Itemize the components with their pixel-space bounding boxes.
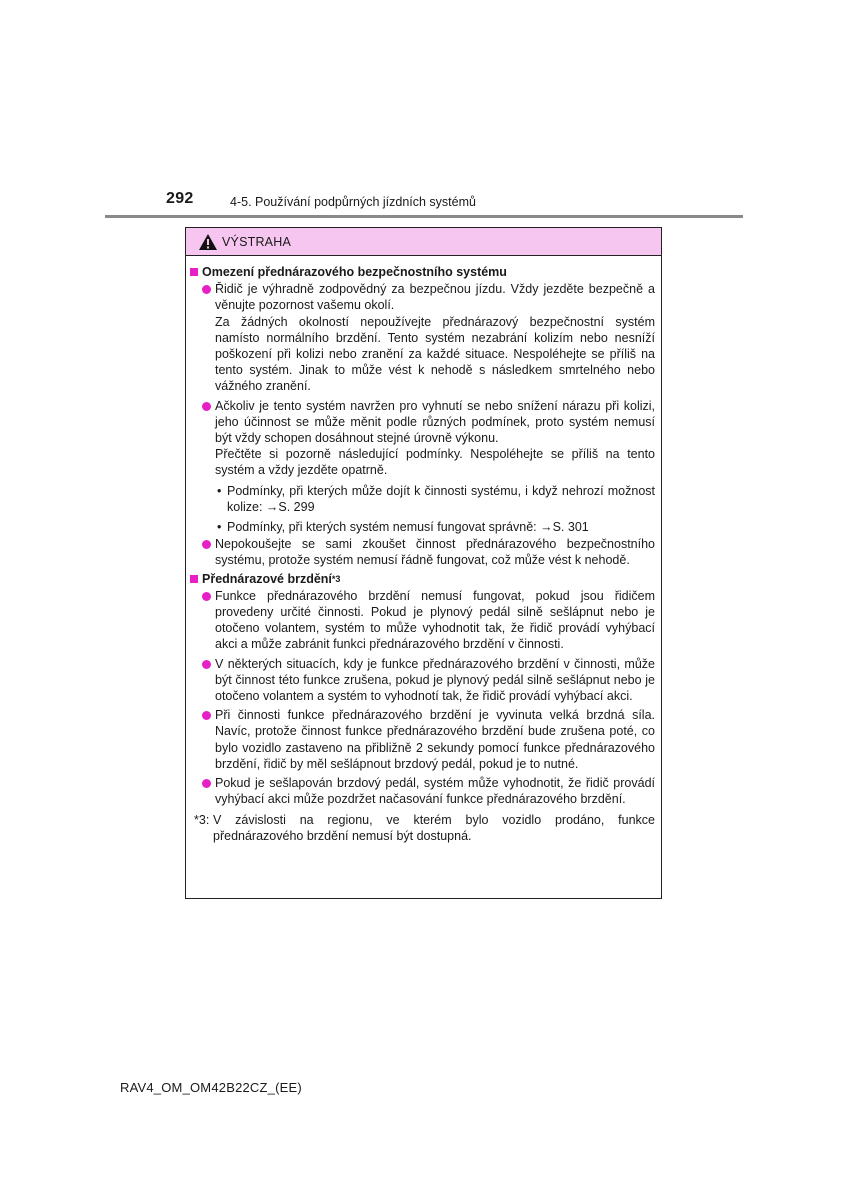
paragraph: Funkce přednárazového brzdění nemusí fungovat, pokud jsou řidičem provedeny určité činnosti. Pokud je plynový pedál silně sešlápnut nebo je otočeno volantem, systém to může vyhodnotit tak, že řidič provádí vyhýbací akci a může zabránit funkci přednárazového brzdění v činnosti. xyxy=(215,588,655,652)
small-bullet-icon: • xyxy=(217,520,222,535)
warning-triangle-icon xyxy=(198,233,218,251)
page-number: 292 xyxy=(166,190,194,207)
list-item xyxy=(190,707,655,772)
footnote-mark-text: *3 xyxy=(194,812,206,827)
list-item xyxy=(190,656,655,705)
warning-title: VÝSTRAHA xyxy=(222,234,291,249)
warning-body xyxy=(186,256,661,844)
section-heading-text: Omezení přednárazového bezpečnostního systému xyxy=(202,265,507,279)
paragraph: Řidič je výhradně zodpovědný za bezpečnou jízdu. Vždy jezděte bezpečně a věnujte pozornost vašemu okolí. xyxy=(215,282,655,313)
bullet-dot-icon xyxy=(202,592,211,601)
section-heading xyxy=(190,264,655,280)
footnote-reference: *3 xyxy=(331,573,341,584)
list-item xyxy=(190,588,655,653)
paragraph: V některých situacích, kdy je funkce přednárazového brzdění v činnosti, může být činnost této funkce zrušena, pokud je plynový pedál silně sešlápnut nebo je otočeno volantem a systém to vyhodnotí tak, že řidič provádí vyhýbací akci. xyxy=(215,656,655,704)
sub-list-item xyxy=(190,519,655,535)
paragraph: Pokud je sešlapován brzdový pedál, systém může vyhodnotit, že řidič provádí vyhýbací akci může pozdržet načasování funkce přednárazového brzdění. xyxy=(215,776,655,807)
warning-header xyxy=(186,228,661,256)
bullet-dot-icon xyxy=(202,660,211,669)
paragraph: Nepokoušejte se sami zkoušet činnost přednárazového bezpečnostního systému, protože systém nemusí řádně fungovat, což může vést k nehodě. xyxy=(215,537,655,568)
sub-item-text: Podmínky, při kterých může dojít k činnosti systému, i když nehrozí možnost kolize: →S. 299 xyxy=(227,483,655,514)
bullet-dot-icon xyxy=(202,285,211,294)
footnote-mark: *3: xyxy=(194,812,210,827)
footnote xyxy=(190,812,655,844)
square-marker-icon xyxy=(190,575,198,583)
list-item xyxy=(190,398,655,479)
sub-item-text: Podmínky, při kterých systém nemusí fungovat správně: →S. 301 xyxy=(227,520,589,535)
bullet-dot-icon xyxy=(202,540,211,549)
paragraph: Při činnosti funkce přednárazového brzdění je vyvinuta velká brzdná síla. Navíc, protože činnost funkce přednárazového brzdění bude zrušena poté, co bylo vozidlo zastaveno na přibližně 2 sekundy pomocí funkce přednárazového brzdění, řidič by měl sešlápnout brzdový pedál, pokud je to nutné. xyxy=(215,708,655,771)
bullet-dot-icon xyxy=(202,402,211,411)
list-item xyxy=(190,775,655,807)
bullet-dot-icon xyxy=(202,779,211,788)
bullet-dot-icon xyxy=(202,711,211,720)
square-marker-icon xyxy=(190,268,198,276)
footnote-text: V závislosti na regionu, ve kterém bylo vozidlo prodáno, funkce přednárazového brzdění nemusí být dostupná. xyxy=(213,812,655,843)
paragraph: Ačkoliv je tento systém navržen pro vyhnutí se nebo snížení nárazu při kolizi, jeho účinnost se může měnit podle různých podmínek, proto systém nemusí být vždy schopen dosáhnout stejné úrovně výkonu. xyxy=(215,398,655,446)
document-code: RAV4_OM_OM42B22CZ_(EE) xyxy=(120,1080,302,1095)
list-item xyxy=(190,536,655,568)
header-rule xyxy=(105,215,743,218)
small-bullet-icon: • xyxy=(217,483,222,498)
section-heading xyxy=(190,571,655,587)
paragraph: Přečtěte si pozorně následující podmínky. Nespoléhejte se příliš na tento systém a vždy jezděte opatrně. xyxy=(215,447,655,478)
paragraph: Za žádných okolností nepoužívejte přednárazový bezpečnostní systém namísto normálního brzdění. Tento systém nezabrání kolizím nebo nesníží poškození při kolizi nebo zranění za každé situace. Nespoléhejte se příliš na tento systém. Jinak to může vést k nehodě s následkem smrtelného nebo vážného zranění. xyxy=(215,314,655,394)
warning-box xyxy=(185,227,662,899)
list-item xyxy=(190,281,655,394)
section-title: 4-5. Používání podpůrných jízdních systémů xyxy=(230,195,476,209)
sub-list-item xyxy=(190,483,655,515)
section-heading-text: Přednárazové brzdění xyxy=(202,571,332,586)
